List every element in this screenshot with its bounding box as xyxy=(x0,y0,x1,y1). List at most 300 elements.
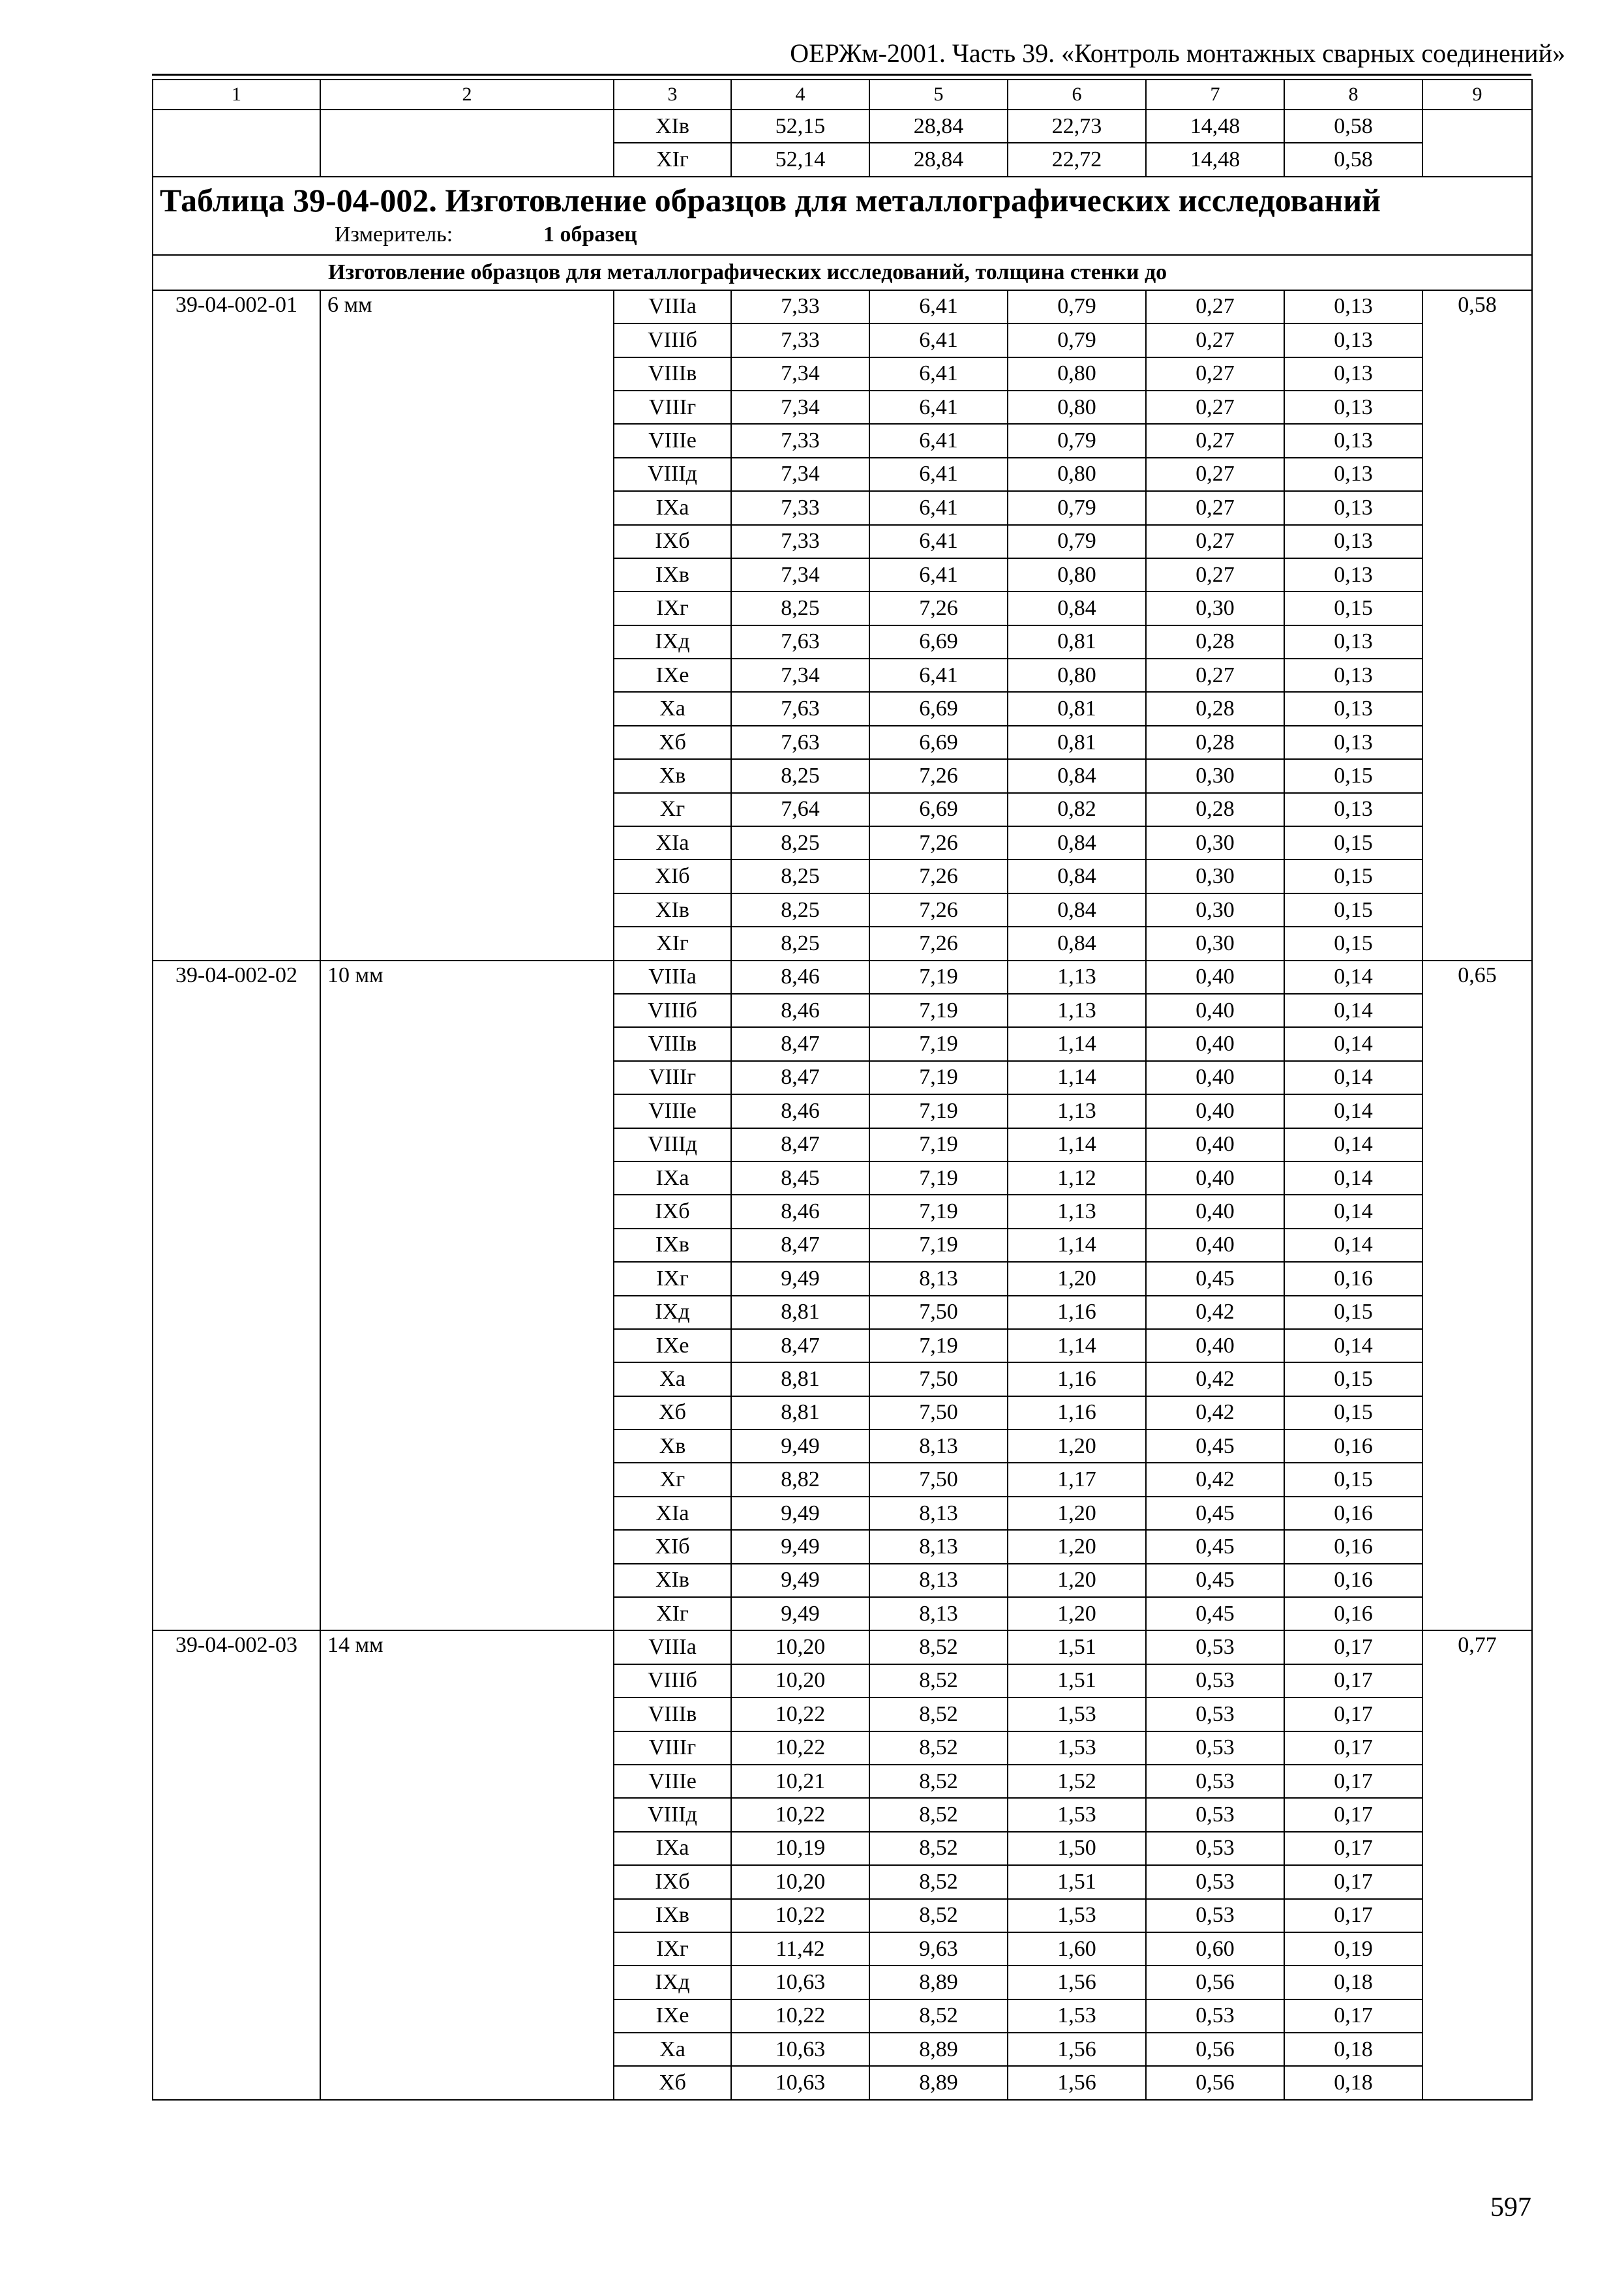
cost-cell: 9,49 xyxy=(731,1429,869,1463)
wages-cell: 7,26 xyxy=(869,826,1008,860)
driver-wages-cell: 0,45 xyxy=(1146,1564,1284,1597)
driver-wages-cell: 0,40 xyxy=(1146,1229,1284,1262)
driver-wages-cell: 14,48 xyxy=(1146,143,1284,176)
norm-code-cell: VIIIд xyxy=(614,458,731,491)
machines-cell: 0,81 xyxy=(1008,625,1146,659)
materials-cell: 0,13 xyxy=(1284,357,1422,391)
norm-code-cell: Xа xyxy=(614,2033,731,2066)
norm-code-cell: Xг xyxy=(614,793,731,826)
wages-cell: 7,26 xyxy=(869,759,1008,792)
driver-wages-cell: 0,53 xyxy=(1146,1765,1284,1798)
materials-cell: 0,14 xyxy=(1284,1027,1422,1060)
wages-cell: 7,50 xyxy=(869,1362,1008,1396)
norm-code-cell: Xг xyxy=(614,1463,731,1496)
cost-cell: 8,81 xyxy=(731,1296,869,1329)
code-cell xyxy=(153,110,320,177)
machines-cell: 0,80 xyxy=(1008,458,1146,491)
norm-code-cell: VIIIг xyxy=(614,391,731,424)
driver-wages-cell: 0,27 xyxy=(1146,525,1284,558)
cost-cell: 10,20 xyxy=(731,1865,869,1898)
norm-code-cell: VIIIв xyxy=(614,357,731,391)
wages-cell: 8,13 xyxy=(869,1530,1008,1563)
norm-code-cell: IXб xyxy=(614,1195,731,1228)
driver-wages-cell: 0,42 xyxy=(1146,1463,1284,1496)
wages-cell: 7,50 xyxy=(869,1463,1008,1496)
materials-cell: 0,17 xyxy=(1284,1899,1422,1932)
norm-code-cell: VIIIе xyxy=(614,1765,731,1798)
driver-wages-cell: 0,30 xyxy=(1146,591,1284,625)
description-cell xyxy=(320,110,614,177)
thickness-cell: 10 мм xyxy=(320,961,614,1631)
driver-wages-cell: 0,30 xyxy=(1146,860,1284,893)
driver-wages-cell: 0,40 xyxy=(1146,1161,1284,1195)
machines-cell: 1,20 xyxy=(1008,1262,1146,1295)
cost-cell: 7,63 xyxy=(731,726,869,759)
materials-cell: 0,18 xyxy=(1284,2066,1422,2099)
cost-cell: 8,25 xyxy=(731,860,869,893)
wages-cell: 8,52 xyxy=(869,1765,1008,1798)
wages-cell: 7,19 xyxy=(869,994,1008,1027)
wages-cell: 6,41 xyxy=(869,491,1008,524)
driver-wages-cell: 0,28 xyxy=(1146,625,1284,659)
materials-cell: 0,17 xyxy=(1284,1664,1422,1698)
norm-code-cell: IXд xyxy=(614,625,731,659)
driver-wages-cell: 0,28 xyxy=(1146,726,1284,759)
cost-cell: 8,81 xyxy=(731,1396,869,1429)
norm-code-cell: VIIIг xyxy=(614,1731,731,1765)
wages-cell: 8,52 xyxy=(869,1630,1008,1664)
table-title-cell xyxy=(153,177,1532,255)
machines-cell: 1,53 xyxy=(1008,1999,1146,2033)
wages-cell: 8,13 xyxy=(869,1429,1008,1463)
materials-cell: 0,17 xyxy=(1284,1832,1422,1865)
wages-cell: 7,50 xyxy=(869,1396,1008,1429)
materials-cell: 0,13 xyxy=(1284,726,1422,759)
driver-wages-cell: 0,40 xyxy=(1146,1195,1284,1228)
machines-cell: 1,53 xyxy=(1008,1731,1146,1765)
table-row xyxy=(153,110,1532,143)
machines-cell: 1,56 xyxy=(1008,1966,1146,1999)
cost-cell: 10,63 xyxy=(731,2066,869,2099)
column-number: 4 xyxy=(731,80,869,110)
cost-cell: 52,15 xyxy=(731,110,869,143)
materials-cell: 0,13 xyxy=(1284,491,1422,524)
wages-cell: 7,50 xyxy=(869,1296,1008,1329)
machines-cell: 22,73 xyxy=(1008,110,1146,143)
cost-cell: 7,33 xyxy=(731,323,869,357)
meter-line xyxy=(160,220,1525,249)
materials-cell: 0,16 xyxy=(1284,1597,1422,1630)
driver-wages-cell: 0,27 xyxy=(1146,424,1284,457)
norm-code-cell: IXа xyxy=(614,491,731,524)
driver-wages-cell: 0,45 xyxy=(1146,1597,1284,1630)
machines-cell: 0,80 xyxy=(1008,659,1146,692)
materials-cell: 0,14 xyxy=(1284,1161,1422,1195)
norm-code-cell: Xб xyxy=(614,2066,731,2099)
materials-cell: 0,13 xyxy=(1284,458,1422,491)
machines-cell: 1,13 xyxy=(1008,994,1146,1027)
norm-code-cell: Xа xyxy=(614,1362,731,1396)
machines-cell: 1,16 xyxy=(1008,1296,1146,1329)
driver-wages-cell: 0,27 xyxy=(1146,458,1284,491)
machines-cell: 1,20 xyxy=(1008,1597,1146,1630)
materials-cell: 0,15 xyxy=(1284,759,1422,792)
wages-cell: 8,52 xyxy=(869,1798,1008,1831)
machines-cell: 1,56 xyxy=(1008,2066,1146,2099)
materials-cell: 0,15 xyxy=(1284,1396,1422,1429)
column-number: 7 xyxy=(1146,80,1284,110)
cost-cell: 8,47 xyxy=(731,1229,869,1262)
materials-cell: 0,58 xyxy=(1284,110,1422,143)
materials-total-cell: 0,58 xyxy=(1422,290,1532,961)
materials-cell: 0,14 xyxy=(1284,1195,1422,1228)
cost-cell: 7,63 xyxy=(731,625,869,659)
running-header: ОЕРЖм-2001. Часть 39. «Контроль монтажных сварных соединений» xyxy=(790,38,1565,68)
cost-cell: 9,49 xyxy=(731,1597,869,1630)
machines-cell: 1,16 xyxy=(1008,1362,1146,1396)
materials-cell: 0,13 xyxy=(1284,290,1422,323)
wages-cell: 8,89 xyxy=(869,1966,1008,1999)
norm-code-cell: XIа xyxy=(614,826,731,860)
table-row xyxy=(153,961,1532,994)
driver-wages-cell: 0,53 xyxy=(1146,1832,1284,1865)
materials-cell: 0,17 xyxy=(1284,1765,1422,1798)
cost-cell: 10,22 xyxy=(731,1798,869,1831)
materials-cell: 0,16 xyxy=(1284,1262,1422,1295)
materials-cell: 0,13 xyxy=(1284,692,1422,725)
cost-cell: 10,22 xyxy=(731,1999,869,2033)
cost-cell: 7,33 xyxy=(731,290,869,323)
machines-cell: 0,81 xyxy=(1008,692,1146,725)
wages-cell: 28,84 xyxy=(869,110,1008,143)
column-number: 6 xyxy=(1008,80,1146,110)
driver-wages-cell: 0,45 xyxy=(1146,1262,1284,1295)
materials-cell: 0,16 xyxy=(1284,1429,1422,1463)
machines-cell: 1,16 xyxy=(1008,1396,1146,1429)
machines-cell: 1,14 xyxy=(1008,1229,1146,1262)
driver-wages-cell: 0,27 xyxy=(1146,357,1284,391)
column-number: 3 xyxy=(614,80,731,110)
driver-wages-cell: 0,40 xyxy=(1146,1061,1284,1094)
driver-wages-cell: 0,53 xyxy=(1146,1664,1284,1698)
machines-cell: 1,14 xyxy=(1008,1061,1146,1094)
driver-wages-cell: 0,60 xyxy=(1146,1932,1284,1966)
materials-cell: 0,17 xyxy=(1284,1630,1422,1664)
cost-cell: 8,81 xyxy=(731,1362,869,1396)
materials-cell: 0,13 xyxy=(1284,625,1422,659)
norm-code-cell: XIг xyxy=(614,1597,731,1630)
table-title-row xyxy=(153,177,1532,255)
driver-wages-cell: 0,53 xyxy=(1146,1899,1284,1932)
machines-cell: 0,79 xyxy=(1008,424,1146,457)
cost-cell: 8,25 xyxy=(731,759,869,792)
driver-wages-cell: 0,27 xyxy=(1146,558,1284,591)
driver-wages-cell: 0,40 xyxy=(1146,1027,1284,1060)
materials-cell: 0,17 xyxy=(1284,1999,1422,2033)
driver-wages-cell: 0,30 xyxy=(1146,826,1284,860)
table-row xyxy=(153,290,1532,323)
machines-cell: 1,14 xyxy=(1008,1128,1146,1161)
machines-cell: 0,80 xyxy=(1008,558,1146,591)
materials-cell: 0,16 xyxy=(1284,1530,1422,1563)
norm-code-cell: VIIIе xyxy=(614,424,731,457)
cost-cell: 9,49 xyxy=(731,1497,869,1530)
wages-cell: 8,89 xyxy=(869,2066,1008,2099)
machines-cell: 0,84 xyxy=(1008,591,1146,625)
meter-value: 1 образец xyxy=(543,222,637,247)
wages-cell: 8,52 xyxy=(869,1832,1008,1865)
cost-cell: 8,25 xyxy=(731,591,869,625)
column-number: 5 xyxy=(869,80,1008,110)
norm-code-cell: XIв xyxy=(614,1564,731,1597)
cost-cell: 7,34 xyxy=(731,357,869,391)
driver-wages-cell: 0,45 xyxy=(1146,1497,1284,1530)
column-number-row xyxy=(153,80,1532,110)
norm-code-cell: VIIIб xyxy=(614,994,731,1027)
cost-cell: 10,19 xyxy=(731,1832,869,1865)
materials-cell: 0,15 xyxy=(1284,591,1422,625)
machines-cell: 0,79 xyxy=(1008,491,1146,524)
driver-wages-cell: 0,42 xyxy=(1146,1362,1284,1396)
cost-cell: 8,45 xyxy=(731,1161,869,1195)
norm-code-cell: IXа xyxy=(614,1832,731,1865)
cost-cell: 8,47 xyxy=(731,1128,869,1161)
cost-cell: 7,34 xyxy=(731,558,869,591)
cost-cell: 10,22 xyxy=(731,1731,869,1765)
wages-cell: 7,26 xyxy=(869,893,1008,927)
materials-cell: 0,17 xyxy=(1284,1731,1422,1765)
driver-wages-cell: 0,30 xyxy=(1146,893,1284,927)
cost-cell: 8,46 xyxy=(731,1094,869,1128)
norm-code-cell: VIIIа xyxy=(614,290,731,323)
cost-cell: 10,63 xyxy=(731,1966,869,1999)
machines-cell: 1,20 xyxy=(1008,1497,1146,1530)
wages-cell: 7,19 xyxy=(869,1061,1008,1094)
wages-cell: 6,69 xyxy=(869,726,1008,759)
driver-wages-cell: 0,40 xyxy=(1146,1128,1284,1161)
norm-code-cell: IXб xyxy=(614,1865,731,1898)
wages-cell: 7,19 xyxy=(869,1027,1008,1060)
machines-cell: 1,14 xyxy=(1008,1329,1146,1362)
driver-wages-cell: 0,53 xyxy=(1146,1731,1284,1765)
machines-cell: 0,80 xyxy=(1008,391,1146,424)
norm-code-cell: VIIIд xyxy=(614,1798,731,1831)
materials-cell: 0,58 xyxy=(1284,143,1422,176)
driver-wages-cell: 0,53 xyxy=(1146,1865,1284,1898)
thickness-cell: 14 мм xyxy=(320,1630,614,2099)
cost-cell: 10,21 xyxy=(731,1765,869,1798)
norm-code-cell: VIIIб xyxy=(614,323,731,357)
column-number: 9 xyxy=(1422,80,1532,110)
machines-cell: 0,80 xyxy=(1008,357,1146,391)
materials-cell: 0,15 xyxy=(1284,1463,1422,1496)
machines-cell: 0,79 xyxy=(1008,323,1146,357)
materials-cell: 0,15 xyxy=(1284,1296,1422,1329)
wages-cell: 8,13 xyxy=(869,1497,1008,1530)
wages-cell: 8,52 xyxy=(869,1899,1008,1932)
wages-cell: 6,41 xyxy=(869,558,1008,591)
norm-code-cell: IXд xyxy=(614,1296,731,1329)
wages-cell: 6,41 xyxy=(869,659,1008,692)
norm-code-cell: VIIIа xyxy=(614,961,731,994)
wages-cell: 8,52 xyxy=(869,1999,1008,2033)
cost-cell: 9,49 xyxy=(731,1530,869,1563)
column-number: 8 xyxy=(1284,80,1422,110)
machines-cell: 0,84 xyxy=(1008,759,1146,792)
materials-cell: 0,15 xyxy=(1284,1362,1422,1396)
norm-id-cell: 39-04-002-03 xyxy=(153,1630,320,2099)
cost-cell: 8,47 xyxy=(731,1027,869,1060)
wages-cell: 6,41 xyxy=(869,525,1008,558)
table-body xyxy=(153,80,1532,2100)
rates-table xyxy=(152,79,1533,2101)
machines-cell: 1,51 xyxy=(1008,1865,1146,1898)
materials-cell: 0,14 xyxy=(1284,994,1422,1027)
materials-cell: 0,14 xyxy=(1284,961,1422,994)
cost-cell: 7,34 xyxy=(731,391,869,424)
norm-code-cell: IXе xyxy=(614,1329,731,1362)
materials-cell: 0,17 xyxy=(1284,1698,1422,1731)
norm-code-cell: IXг xyxy=(614,591,731,625)
machines-cell: 0,84 xyxy=(1008,860,1146,893)
wages-cell: 6,41 xyxy=(869,391,1008,424)
machines-cell: 1,13 xyxy=(1008,1094,1146,1128)
norm-code-cell: VIIIб xyxy=(614,1664,731,1698)
materials-total-cell: 0,65 xyxy=(1422,961,1532,1631)
materials-cell: 0,18 xyxy=(1284,1966,1422,1999)
header-rule xyxy=(152,74,1531,76)
norm-code-cell: Xв xyxy=(614,759,731,792)
materials-cell: 0,13 xyxy=(1284,525,1422,558)
cost-cell: 11,42 xyxy=(731,1932,869,1966)
cost-cell: 8,46 xyxy=(731,994,869,1027)
materials-cell: 0,13 xyxy=(1284,793,1422,826)
wages-cell: 8,52 xyxy=(869,1664,1008,1698)
norm-code-cell: XIб xyxy=(614,860,731,893)
column-number: 1 xyxy=(153,80,320,110)
wages-cell: 7,19 xyxy=(869,1128,1008,1161)
materials-cell: 0,14 xyxy=(1284,1329,1422,1362)
machines-cell: 0,81 xyxy=(1008,726,1146,759)
column-number: 2 xyxy=(320,80,614,110)
materials-cell: 0,17 xyxy=(1284,1865,1422,1898)
materials-cell: 0,13 xyxy=(1284,323,1422,357)
driver-wages-cell: 0,53 xyxy=(1146,1999,1284,2033)
norm-id-cell: 39-04-002-01 xyxy=(153,290,320,961)
norm-code-cell: VIIIа xyxy=(614,1630,731,1664)
wages-cell: 8,13 xyxy=(869,1597,1008,1630)
driver-wages-cell: 0,40 xyxy=(1146,1329,1284,1362)
cost-cell: 7,33 xyxy=(731,424,869,457)
cost-cell: 10,63 xyxy=(731,2033,869,2066)
norm-code-cell: VIIIе xyxy=(614,1094,731,1128)
materials-cell: 0,14 xyxy=(1284,1128,1422,1161)
cost-cell: 10,20 xyxy=(731,1630,869,1664)
machines-cell: 1,17 xyxy=(1008,1463,1146,1496)
norm-code-cell: IXв xyxy=(614,1229,731,1262)
norm-code-cell: IXг xyxy=(614,1932,731,1966)
wages-cell: 6,41 xyxy=(869,323,1008,357)
machines-cell: 1,51 xyxy=(1008,1630,1146,1664)
norm-code-cell: IXв xyxy=(614,558,731,591)
table-row xyxy=(153,1630,1532,1664)
wages-cell: 6,41 xyxy=(869,458,1008,491)
materials-cell: 0,14 xyxy=(1284,1061,1422,1094)
materials-cell: 0,16 xyxy=(1284,1564,1422,1597)
driver-wages-cell: 0,27 xyxy=(1146,323,1284,357)
driver-wages-cell: 0,28 xyxy=(1146,793,1284,826)
wages-cell: 8,13 xyxy=(869,1262,1008,1295)
machines-cell: 1,20 xyxy=(1008,1564,1146,1597)
driver-wages-cell: 0,27 xyxy=(1146,491,1284,524)
materials-cell: 0,17 xyxy=(1284,1798,1422,1831)
machines-cell: 1,12 xyxy=(1008,1161,1146,1195)
driver-wages-cell: 0,27 xyxy=(1146,391,1284,424)
wages-cell: 8,52 xyxy=(869,1865,1008,1898)
norm-code-cell: IXг xyxy=(614,1262,731,1295)
norm-code-cell: Xв xyxy=(614,1429,731,1463)
materials-cell: 0,13 xyxy=(1284,558,1422,591)
driver-wages-cell: 0,53 xyxy=(1146,1698,1284,1731)
page-number: 597 xyxy=(1490,2192,1531,2222)
equipment-cell xyxy=(1422,110,1532,177)
cost-cell: 7,64 xyxy=(731,793,869,826)
wages-cell: 8,52 xyxy=(869,1698,1008,1731)
driver-wages-cell: 0,28 xyxy=(1146,692,1284,725)
norm-code-cell: VIIIв xyxy=(614,1027,731,1060)
materials-cell: 0,18 xyxy=(1284,2033,1422,2066)
wages-cell: 6,41 xyxy=(869,357,1008,391)
machines-cell: 1,52 xyxy=(1008,1765,1146,1798)
driver-wages-cell: 0,27 xyxy=(1146,659,1284,692)
cost-cell: 9,49 xyxy=(731,1262,869,1295)
machines-cell: 0,84 xyxy=(1008,826,1146,860)
machines-cell: 0,84 xyxy=(1008,927,1146,960)
subheader-row xyxy=(153,255,1532,290)
driver-wages-cell: 0,30 xyxy=(1146,927,1284,960)
norm-code-cell: VIIIв xyxy=(614,1698,731,1731)
cost-cell: 8,47 xyxy=(731,1061,869,1094)
wages-cell: 7,19 xyxy=(869,1229,1008,1262)
machines-cell: 1,53 xyxy=(1008,1899,1146,1932)
cost-cell: 7,33 xyxy=(731,525,869,558)
cost-cell: 7,63 xyxy=(731,692,869,725)
norm-code-cell: IXе xyxy=(614,1999,731,2033)
machines-cell: 1,50 xyxy=(1008,1832,1146,1865)
machines-cell: 1,20 xyxy=(1008,1530,1146,1563)
driver-wages-cell: 0,30 xyxy=(1146,759,1284,792)
norm-code-cell: IXе xyxy=(614,659,731,692)
materials-cell: 0,13 xyxy=(1284,391,1422,424)
norm-code-cell: VIIIд xyxy=(614,1128,731,1161)
wages-cell: 6,69 xyxy=(869,793,1008,826)
cost-cell: 7,33 xyxy=(731,491,869,524)
subheader-cell: Изготовление образцов для металлографических исследований, толщина стенки до xyxy=(153,255,1532,290)
materials-cell: 0,16 xyxy=(1284,1497,1422,1530)
norm-code-cell: Xб xyxy=(614,1396,731,1429)
norm-code-cell: Xб xyxy=(614,726,731,759)
cost-cell: 8,25 xyxy=(731,826,869,860)
driver-wages-cell: 0,56 xyxy=(1146,2033,1284,2066)
machines-cell: 1,56 xyxy=(1008,2033,1146,2066)
norm-code-cell: XIв xyxy=(614,110,731,143)
materials-cell: 0,15 xyxy=(1284,893,1422,927)
wages-cell: 7,26 xyxy=(869,591,1008,625)
norm-id-cell: 39-04-002-02 xyxy=(153,961,320,1631)
wages-cell: 7,26 xyxy=(869,860,1008,893)
norm-code-cell: IXд xyxy=(614,1966,731,1999)
machines-cell: 22,72 xyxy=(1008,143,1146,176)
